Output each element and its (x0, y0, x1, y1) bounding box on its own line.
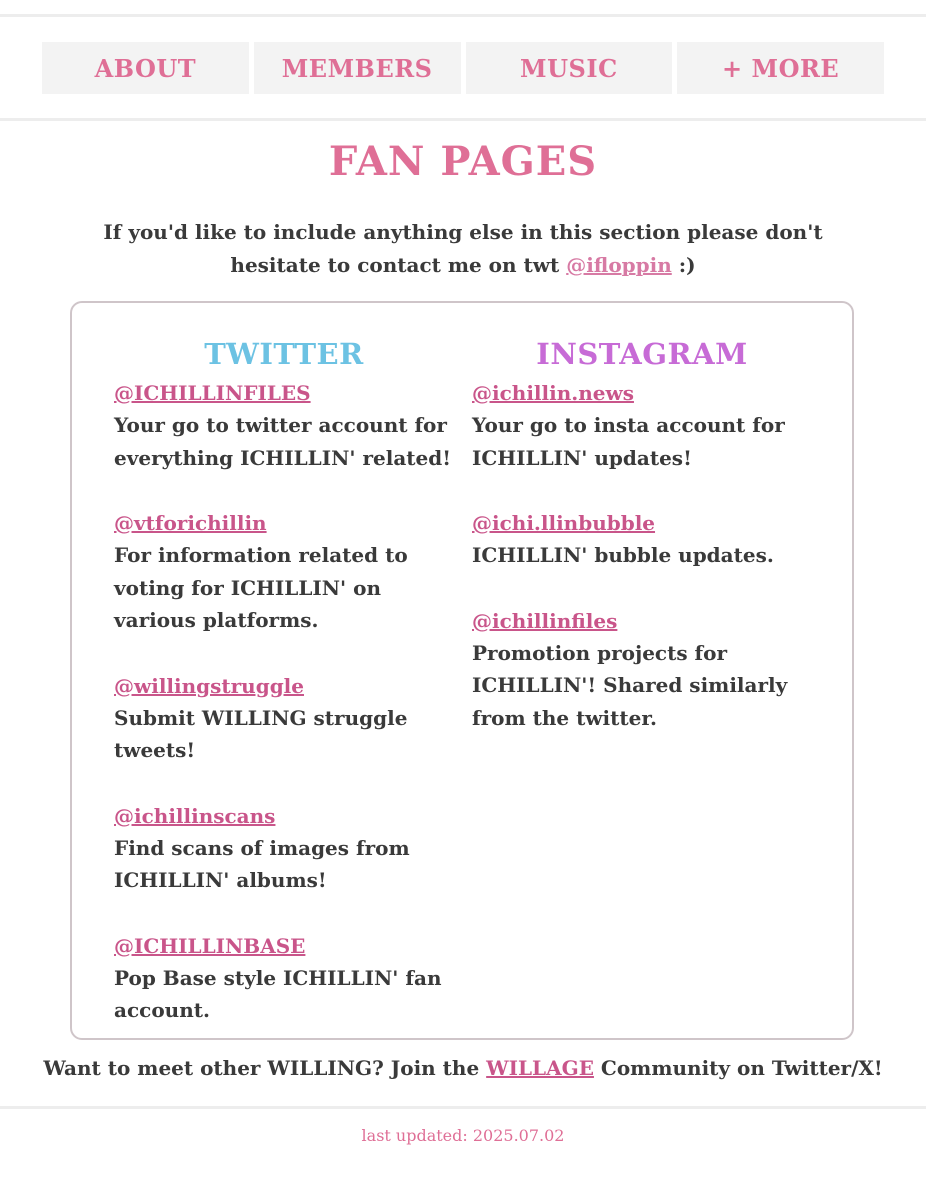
account-handle-link[interactable]: @ichillinfiles (472, 608, 618, 633)
top-divider (0, 14, 926, 17)
instagram-column (472, 331, 818, 767)
account-handle-link[interactable]: @ICHILLINBASE (114, 933, 306, 958)
account-description: Promotion projects for ICHILLIN'! Shared similarly from the twitter. (472, 640, 788, 730)
nav-about[interactable]: ABOUT (42, 42, 249, 94)
twitter-column (114, 331, 460, 1060)
instagram-heading: INSTAGRAM (536, 337, 748, 371)
fan-page-entry (472, 377, 818, 474)
account-description: Your go to insta account for ICHILLIN' updates! (472, 413, 785, 470)
fan-page-entry (114, 377, 460, 474)
twitter-heading: TWITTER (204, 337, 364, 371)
fan-page-entry (114, 930, 460, 1027)
page-title: FAN PAGES (328, 138, 598, 185)
main-nav (42, 42, 884, 94)
fan-page-entry (472, 507, 818, 572)
account-handle-link[interactable]: @ICHILLINFILES (114, 381, 311, 405)
account-handle-link[interactable]: @willingstruggle (114, 673, 304, 698)
footer-divider (0, 1106, 926, 1109)
twitter-list (114, 377, 460, 1027)
last-updated: last updated: 2025.07.02 (361, 1126, 565, 1145)
account-description: Your go to twitter account for everything ICHILLIN' related! (114, 413, 452, 470)
nav-music[interactable]: MUSIC (466, 42, 673, 94)
account-description: For information related to voting for ICHILLIN' on various platforms. (114, 543, 408, 632)
account-handle-link[interactable]: @vtforichillin (114, 511, 267, 535)
intro-twitter-link[interactable]: @ifloppin (566, 253, 672, 277)
fan-page-entry (114, 670, 460, 767)
community-suffix: Community on Twitter/X! (593, 1056, 883, 1080)
intro-suffix: :) (671, 253, 696, 277)
nav-more[interactable]: + MORE (677, 42, 884, 94)
willage-link[interactable]: WILLAGE (486, 1056, 594, 1080)
account-description: Submit WILLING struggle tweets! (114, 705, 408, 762)
instagram-list (472, 377, 818, 734)
community-message (0, 1052, 926, 1084)
fan-page-entry (114, 507, 460, 637)
community-prefix: Want to meet other WILLING? Join the (43, 1056, 487, 1080)
intro-text (70, 216, 856, 282)
nav-divider (0, 118, 926, 121)
account-handle-link[interactable]: @ichillin.news (472, 381, 634, 405)
fan-page-entry (472, 605, 818, 735)
account-handle-link[interactable]: @ichi.llinbubble (472, 511, 656, 535)
account-description: Pop Base style ICHILLIN' fan account. (114, 965, 442, 1022)
account-description: ICHILLIN' bubble updates. (472, 543, 774, 567)
account-handle-link[interactable]: @ichillinscans (114, 803, 276, 828)
account-description: Find scans of images from ICHILLIN' albums! (114, 835, 410, 892)
intro-message: If you'd like to include anything else in this section please don't hesitate to contact me on twt (103, 220, 823, 277)
nav-members[interactable]: MEMBERS (254, 42, 461, 94)
fan-page-entry (114, 800, 460, 897)
